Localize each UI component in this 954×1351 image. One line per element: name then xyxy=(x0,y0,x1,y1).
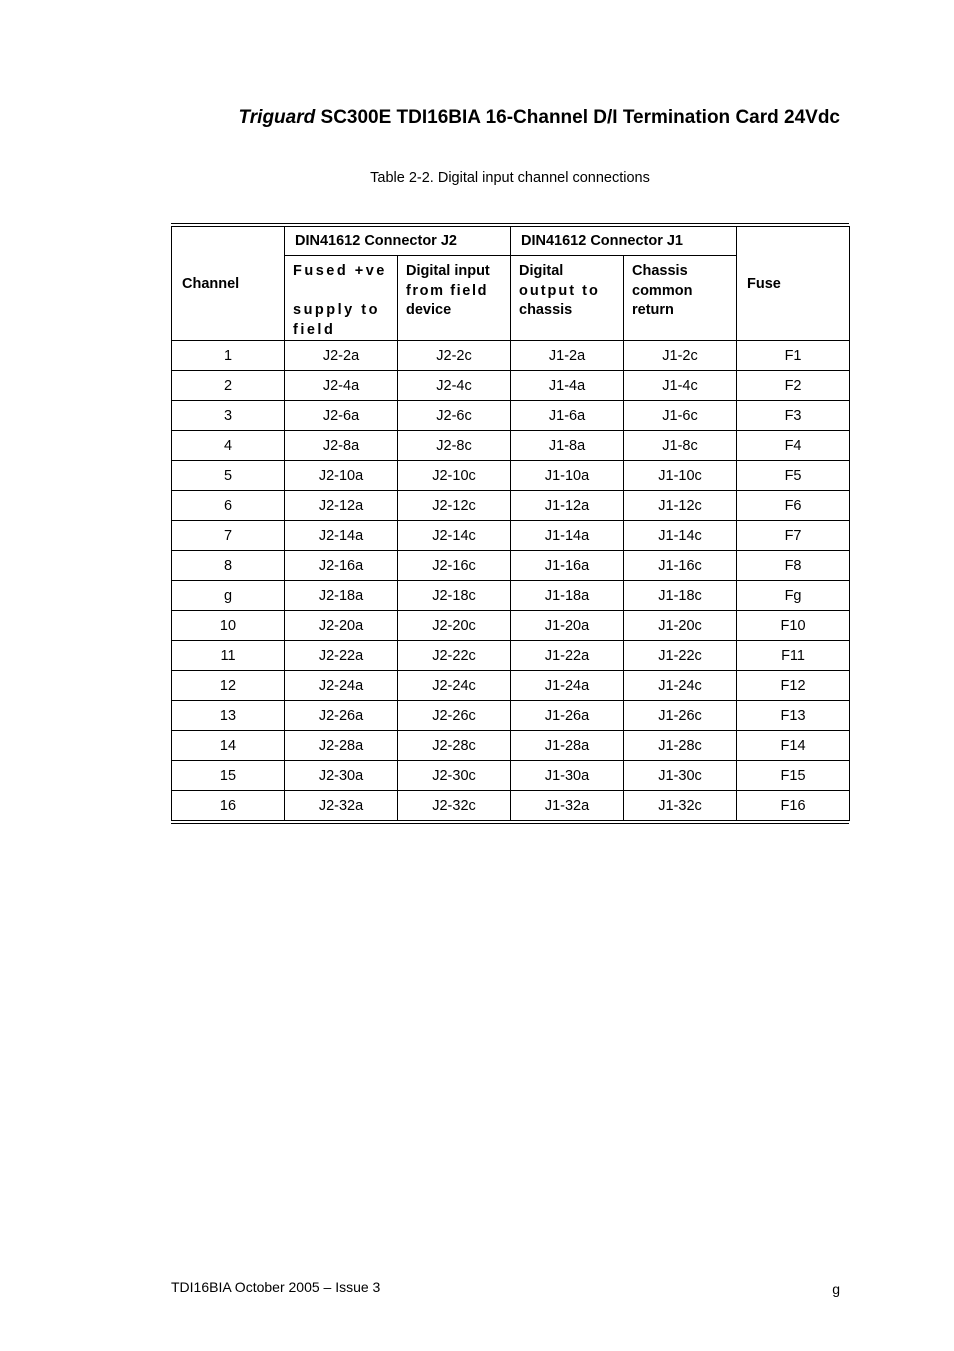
chassis-return-cell: J1-20c xyxy=(624,611,737,641)
chassis-return-cell: J1-32c xyxy=(624,791,737,821)
header-digital-input xyxy=(398,256,511,341)
digital-input-cell: J2-10c xyxy=(398,461,511,491)
table-row xyxy=(172,341,850,371)
fuse-cell: F15 xyxy=(737,761,850,791)
chassis-return-cell: J1-22c xyxy=(624,641,737,671)
digital-output-cell: J1-14a xyxy=(511,521,624,551)
fuse-cell: Fg xyxy=(737,581,850,611)
fused-supply-cell: J2-2a xyxy=(285,341,398,371)
channel-cell: 4 xyxy=(172,431,285,461)
page-number: g xyxy=(832,1281,840,1297)
fused-supply-cell: J2-16a xyxy=(285,551,398,581)
table-row xyxy=(172,641,850,671)
title-brand: Triguard xyxy=(238,107,316,128)
fused-supply-cell: J2-4a xyxy=(285,371,398,401)
channel-cell: 5 xyxy=(172,461,285,491)
fused-supply-cell: J2-26a xyxy=(285,701,398,731)
header-fuse: Fuse xyxy=(737,227,850,341)
fused-supply-cell: J2-12a xyxy=(285,491,398,521)
table-body xyxy=(172,341,850,821)
digital-output-cell: J1-4a xyxy=(511,371,624,401)
digital-input-cell: J2-8c xyxy=(398,431,511,461)
fused-supply-cell: J2-8a xyxy=(285,431,398,461)
header-digital-output xyxy=(511,256,624,341)
digital-output-cell: J1-18a xyxy=(511,581,624,611)
fused-supply-cell: J2-10a xyxy=(285,461,398,491)
digital-output-cell: J1-32a xyxy=(511,791,624,821)
digital-output-cell: J1-26a xyxy=(511,701,624,731)
channel-cell: 15 xyxy=(172,761,285,791)
header-group-j2: DIN41612 Connector J2 xyxy=(285,227,511,256)
table-row xyxy=(172,371,850,401)
table-row xyxy=(172,491,850,521)
table-row xyxy=(172,791,850,821)
fuse-cell: F14 xyxy=(737,731,850,761)
fused-supply-cell: J2-30a xyxy=(285,761,398,791)
fused-supply-cell: J2-24a xyxy=(285,671,398,701)
channel-cell: 13 xyxy=(172,701,285,731)
fuse-cell: F11 xyxy=(737,641,850,671)
digital-input-cell: J2-2c xyxy=(398,341,511,371)
channel-cell: 1 xyxy=(172,341,285,371)
digital-output-cell: J1-24a xyxy=(511,671,624,701)
digital-output-cell: J1-30a xyxy=(511,761,624,791)
channel-cell: 11 xyxy=(172,641,285,671)
header-line: supply to field xyxy=(293,302,380,338)
header-line: return xyxy=(632,302,674,318)
header-channel: Channel xyxy=(172,227,285,341)
table-row xyxy=(172,731,850,761)
fused-supply-cell: J2-6a xyxy=(285,401,398,431)
digital-output-cell: J1-10a xyxy=(511,461,624,491)
digital-output-cell: J1-16a xyxy=(511,551,624,581)
chassis-return-cell: J1-8c xyxy=(624,431,737,461)
digital-output-cell: J1-8a xyxy=(511,431,624,461)
digital-input-cell: J2-16c xyxy=(398,551,511,581)
chassis-return-cell: J1-12c xyxy=(624,491,737,521)
digital-input-cell: J2-22c xyxy=(398,641,511,671)
chassis-return-cell: J1-14c xyxy=(624,521,737,551)
footer-issue: TDI16BIA October 2005 – Issue 3 xyxy=(171,1279,381,1295)
fused-supply-cell: J2-20a xyxy=(285,611,398,641)
digital-output-cell: J1-6a xyxy=(511,401,624,431)
header-line: from field xyxy=(406,282,489,299)
title-text: SC300E TDI16BIA 16-Channel D/I Termination Card 24Vdc xyxy=(320,107,840,128)
table-row xyxy=(172,431,850,461)
table-row xyxy=(172,761,850,791)
chassis-return-cell: J1-18c xyxy=(624,581,737,611)
fuse-cell: F6 xyxy=(737,491,850,521)
fused-supply-cell: J2-28a xyxy=(285,731,398,761)
channel-cell: 8 xyxy=(172,551,285,581)
table-row xyxy=(172,461,850,491)
digital-input-cell: J2-28c xyxy=(398,731,511,761)
fuse-cell: F13 xyxy=(737,701,850,731)
header-line: device xyxy=(406,302,452,318)
header-chassis-return xyxy=(624,256,737,341)
digital-input-cell: J2-18c xyxy=(398,581,511,611)
digital-output-cell: J1-22a xyxy=(511,641,624,671)
table-row xyxy=(172,581,850,611)
header-line: Fused +ve xyxy=(293,263,387,279)
header-line: Digital input xyxy=(406,263,490,279)
channel-cell: 12 xyxy=(172,671,285,701)
table-row xyxy=(172,701,850,731)
channel-cell: 3 xyxy=(172,401,285,431)
chassis-return-cell: J1-4c xyxy=(624,371,737,401)
channel-cell: 14 xyxy=(172,731,285,761)
fuse-cell: F10 xyxy=(737,611,850,641)
digital-output-cell: J1-20a xyxy=(511,611,624,641)
digital-output-cell: J1-28a xyxy=(511,731,624,761)
header-line: common xyxy=(632,282,693,299)
page-title xyxy=(239,107,840,129)
table-caption: Table 2-2. Digital input channel connections xyxy=(370,170,650,186)
fused-supply-cell: J2-32a xyxy=(285,791,398,821)
header-line: Chassis xyxy=(632,263,688,279)
table-row xyxy=(172,401,850,431)
fuse-cell: F12 xyxy=(737,671,850,701)
header-group-j1: DIN41612 Connector J1 xyxy=(511,227,737,256)
channel-cell: 7 xyxy=(172,521,285,551)
fuse-cell: F7 xyxy=(737,521,850,551)
header-line: Digital xyxy=(519,263,564,279)
chassis-return-cell: J1-30c xyxy=(624,761,737,791)
fuse-cell: F3 xyxy=(737,401,850,431)
fuse-cell: F8 xyxy=(737,551,850,581)
channel-cell: g xyxy=(172,581,285,611)
fuse-cell: F16 xyxy=(737,791,850,821)
channel-cell: 10 xyxy=(172,611,285,641)
fuse-cell: F2 xyxy=(737,371,850,401)
chassis-return-cell: J1-24c xyxy=(624,671,737,701)
digital-input-cell: J2-26c xyxy=(398,701,511,731)
chassis-return-cell: J1-16c xyxy=(624,551,737,581)
table-row xyxy=(172,671,850,701)
digital-input-cell: J2-32c xyxy=(398,791,511,821)
channel-cell: 6 xyxy=(172,491,285,521)
chassis-return-cell: J1-10c xyxy=(624,461,737,491)
fused-supply-cell: J2-14a xyxy=(285,521,398,551)
chassis-return-cell: J1-28c xyxy=(624,731,737,761)
fused-supply-cell: J2-22a xyxy=(285,641,398,671)
digital-input-cell: J2-14c xyxy=(398,521,511,551)
digital-input-cell: J2-4c xyxy=(398,371,511,401)
fuse-cell: F4 xyxy=(737,431,850,461)
table-row xyxy=(172,611,850,641)
connections-table xyxy=(171,226,850,821)
connections-table-frame xyxy=(171,223,849,824)
fused-supply-cell: J2-18a xyxy=(285,581,398,611)
channel-cell: 2 xyxy=(172,371,285,401)
chassis-return-cell: J1-6c xyxy=(624,401,737,431)
table-row xyxy=(172,521,850,551)
chassis-return-cell: J1-26c xyxy=(624,701,737,731)
chassis-return-cell: J1-2c xyxy=(624,341,737,371)
digital-input-cell: J2-20c xyxy=(398,611,511,641)
fuse-cell: F1 xyxy=(737,341,850,371)
header-line: chassis xyxy=(519,302,573,318)
table-row xyxy=(172,551,850,581)
fuse-cell: F5 xyxy=(737,461,850,491)
header-fused-supply xyxy=(285,256,398,341)
header-line: output to xyxy=(519,282,600,299)
digital-input-cell: J2-6c xyxy=(398,401,511,431)
digital-input-cell: J2-12c xyxy=(398,491,511,521)
digital-input-cell: J2-30c xyxy=(398,761,511,791)
digital-output-cell: J1-2a xyxy=(511,341,624,371)
digital-input-cell: J2-24c xyxy=(398,671,511,701)
channel-cell: 16 xyxy=(172,791,285,821)
digital-output-cell: J1-12a xyxy=(511,491,624,521)
